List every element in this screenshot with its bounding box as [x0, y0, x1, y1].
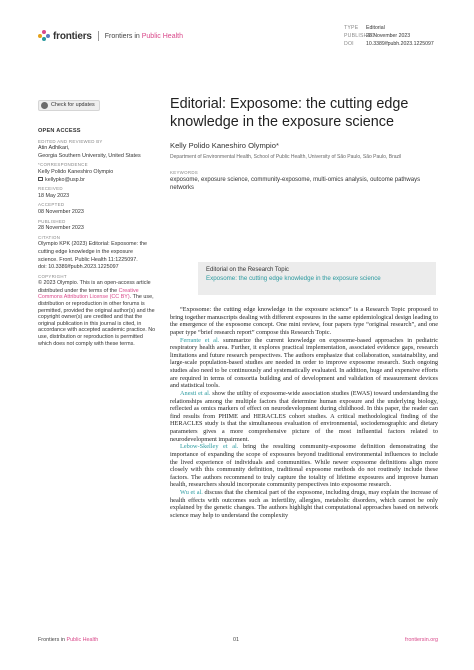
citation-link-anesti[interactable]: Anesti et al.: [180, 389, 211, 397]
journal-name: [105, 33, 183, 40]
body-paragraph-1-text: “Exposome: the cutting edge knowledge in the exposure science” is a Research Topic proposed to bring together manuscripts dealing with different exposures in the same epidemiological design leading to the emergence of the exposome concept. One mini review, four papers type “original research”, and one paper type “brief research report” compose this Research Topic.: [170, 306, 438, 336]
copyright-line-1: © 2023 Olympio. This is an open-access article: [38, 280, 151, 287]
research-topic-heading: Editorial on the Research Topic: [206, 267, 289, 273]
editor-name: Atin Adhikari,: [38, 145, 70, 152]
editor-affiliation: Georgia Southern University, United States: [38, 152, 141, 159]
body-paragraph-5: [170, 489, 438, 520]
copyright-line-3: . The use, distribution or reproduction in other forums is permitted, provided the original author(s) and the copyright owner(s) are credited and that the original publication in this journal is cited, in accordance with accepted academic practice. No use, distribution or reproduction is permitted which does not comply with these terms.: [38, 294, 156, 347]
body-paragraph-3: [170, 390, 438, 443]
citation-link-ferrante[interactable]: Ferrante et al.: [180, 336, 220, 344]
article-header: [170, 95, 438, 192]
footer-journal-prefix: Frontiers in: [38, 637, 67, 643]
body-paragraph-4-text: bring the resulting community-exposome definition demonstrating the importance of expanding the scope of exposures beyond traditional environmental influences to include the lived experience of individuals and communities. While newer exposome definitions align more closely with this community definition, traditional exposome methods do not routinely include these factors. The authors recommend to truly capture the totality of lifetime exposures and improve human health, researchers should incorporate community perspectives into exposome research.: [170, 443, 438, 489]
footer-journal-accent: Public Health: [66, 637, 99, 643]
journal-name-prefix: Frontiers in: [104, 32, 142, 40]
correspondence-email[interactable]: kellypko@usp.br: [45, 176, 85, 183]
footer-site-link[interactable]: frontiersin.org: [405, 637, 438, 643]
citation-line-1: Olympio KPK (2023) Editorial: Exposome: the: [38, 241, 148, 248]
published-date: 28 November 2023: [38, 225, 84, 232]
open-access-label: OPEN ACCESS: [38, 128, 81, 134]
citation-line-4: doi: 10.3389/fpubh.2023.1225097: [38, 264, 119, 271]
accepted-heading: ACCEPTED: [38, 202, 65, 208]
license-link[interactable]: Creative Commons Attribution License (CC BY): [38, 287, 139, 301]
meta-published: [344, 32, 434, 40]
meta-doi-value[interactable]: 10.3389/fpubh.2023.1225097: [366, 41, 434, 47]
meta-published-key: PUBLISHED: [344, 33, 376, 39]
citation-line-2: cutting edge knowledge in the exposure: [38, 248, 134, 255]
frontiers-logo-text: frontiers: [53, 30, 92, 42]
meta-type-value: Editorial: [366, 25, 385, 31]
received-date: 18 May 2023: [38, 192, 70, 199]
correspondence-name: Kelly Polido Kaneshiro Olympio: [38, 168, 114, 175]
article-sidebar: [38, 100, 158, 348]
accepted-date: 08 November 2023: [38, 208, 84, 215]
meta-type: [344, 24, 434, 32]
correspondence-heading: *CORRESPONDENCE: [38, 162, 88, 168]
frontiers-logo-icon: [38, 30, 50, 42]
journal-name-accent: Public Health: [141, 32, 183, 40]
article-authors: Kelly Polido Kaneshiro Olympio*: [170, 141, 279, 150]
body-paragraph-2-text: summarize the current knowledge on exposome-based approaches in pediatric respiratory health area. Further, it explores practical implementation, associated evidence gaps, research limitations and future research perspectives. The authors emphasize that collaboration, sustainability, and large-scale population-based studies are needed in order to improve exposome research. Such ongoing studies also need to be continuously and systematically evaluated. In addition, huge and expensive efforts are required in terms of consortia building and of development and validation of measurement devices and statistical tools.: [170, 336, 438, 390]
logo-divider: [98, 31, 99, 41]
citation-link-lebow-skelley[interactable]: Lebow-Skelley et al.: [180, 443, 239, 451]
check-updates-label: Check for updates: [51, 102, 95, 109]
edited-heading: EDITED AND REVIEWED BY: [38, 138, 103, 144]
check-for-updates-button[interactable]: [38, 100, 100, 111]
check-updates-icon: [41, 102, 48, 109]
correspondence-email-row: [38, 177, 158, 184]
body-paragraph-2: [170, 337, 438, 390]
published-heading: PUBLISHED: [38, 218, 66, 224]
citation-line-3: science. Front. Public Health 11:1225097.: [38, 256, 138, 263]
body-paragraph-4: [170, 443, 438, 489]
article-meta: [344, 24, 434, 48]
body-paragraph-3-text: show the utility of exposome-wide association studies (EWAS) toward understanding the relationships among the multiple factors that determine human exposure and the underlying biology, reflected as omics markers of effect on neurodevelopment during childhood. In this paper, the reader can find results from PHIME and HERACLES cohort studies. A critical methodological finding of the HERACLES study is that the simultaneous evaluation of environmental, sociodemographic and dietary parameters gives a more comprehensive picture of the most influential factors related to neurodevelopment impairment.: [170, 389, 438, 443]
citation-heading: CITATION: [38, 234, 61, 240]
page-header: [38, 24, 438, 64]
research-topic-link[interactable]: Exposome: the cutting edge knowledge in the exposure science: [206, 275, 381, 282]
article-title: Editorial: Exposome: the cutting edge knowledge in the exposure science: [170, 96, 409, 130]
meta-doi: [344, 40, 434, 48]
copyright-body: [38, 288, 158, 347]
keywords-list: exposome, exposure science, community-exposome, multi-omics analysis, outcome pathways networks: [170, 177, 421, 191]
article-body: [170, 306, 438, 520]
copyright-line-2: distributed under the terms of the: [38, 287, 119, 294]
research-topic-box: [198, 262, 436, 295]
page-number: 01: [233, 637, 239, 643]
copyright-heading: COPYRIGHT: [38, 273, 67, 279]
received-heading: RECEIVED: [38, 186, 63, 192]
body-paragraph-1: [170, 306, 438, 337]
author-affiliation: Department of Environmental Health, School of Public Health, University of São Paulo, São Paulo, Brazil: [170, 154, 402, 160]
footer-journal: [38, 637, 98, 643]
meta-doi-key: DOI: [344, 41, 354, 47]
meta-type-key: TYPE: [344, 25, 359, 31]
citation-link-wu[interactable]: Wu et al.: [180, 489, 203, 496]
mail-icon: [38, 177, 43, 181]
meta-published-value: 28 November 2023: [366, 33, 411, 39]
keywords-heading: KEYWORDS: [170, 170, 199, 175]
journal-branding: [38, 30, 183, 42]
body-paragraph-5-text: discuss that the chemical part of the exposome, including drugs, may explain the increase of health effects with outcomes such as infertility, allergies, metabolic disorders, which cannot be only explained by the genetic changes. The authors highlight that computational approaches based on network science may help to understand the complexity: [170, 489, 438, 519]
